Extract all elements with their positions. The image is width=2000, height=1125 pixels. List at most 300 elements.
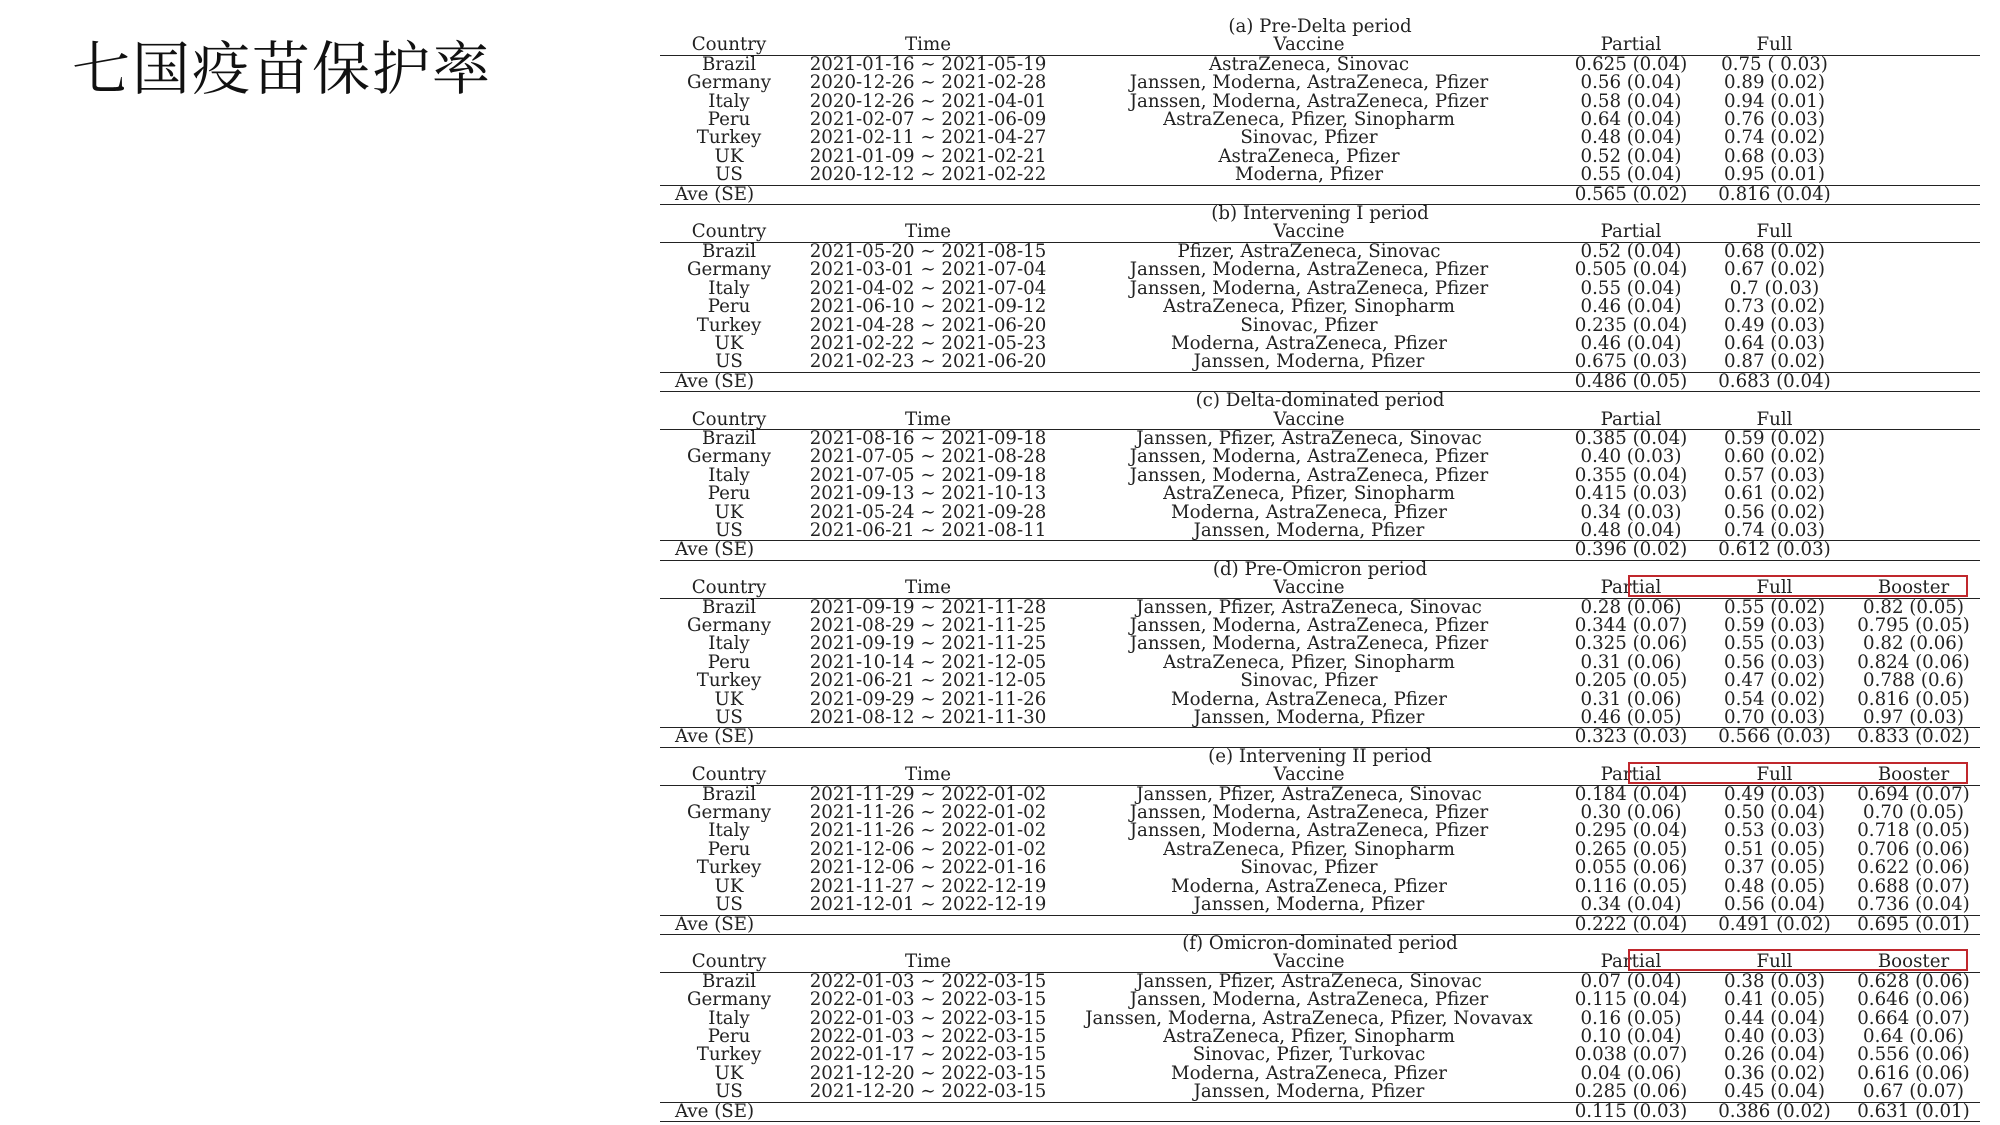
cell-partial: 0.40 (0.03): [1580, 448, 1682, 467]
cell-time: 2021-09-19 ∼ 2021-11-28: [809, 598, 1047, 617]
table-row: [660, 617, 1980, 635]
column-header-partial: Partial: [1600, 953, 1662, 972]
cell-partial: 0.10 (0.04): [1580, 1027, 1682, 1047]
cell-partial: 0.344 (0.07): [1574, 617, 1688, 636]
cell-partial: 0.55 (0.04): [1580, 279, 1682, 299]
cell-time: 2021-02-11 ∼ 2021-04-27: [809, 129, 1047, 148]
ave-label: Ave (SE): [675, 185, 755, 205]
cell-country: UK: [714, 334, 744, 354]
column-header-row: [660, 223, 1980, 242]
cell-time: 2021-02-22 ∼ 2021-05-23: [809, 334, 1047, 354]
vaccine-effectiveness-table: [660, 18, 1980, 1122]
ave-partial: 0.396 (0.02): [1574, 541, 1688, 560]
section-title: (b) Intervening I period: [1211, 203, 1429, 225]
cell-time: 2022-01-03 ∼ 2022-03-15: [809, 1009, 1047, 1028]
cell-full: 0.55 (0.02): [1724, 598, 1825, 617]
cell-vaccine: Janssen, Moderna, Pfizer: [1193, 521, 1425, 541]
cell-full: 0.36 (0.02): [1724, 1064, 1825, 1084]
ave-partial: 0.565 (0.02): [1574, 185, 1688, 205]
cell-partial: 0.055 (0.06): [1574, 859, 1688, 878]
column-header-full: Full: [1756, 36, 1793, 55]
section-title: (a) Pre-Delta period: [1228, 16, 1412, 37]
cell-booster: 0.616 (0.06): [1857, 1064, 1970, 1084]
cell-time: 2021-09-13 ∼ 2021-10-13: [809, 485, 1047, 504]
cell-partial: 0.16 (0.05): [1580, 1009, 1682, 1028]
cell-vaccine: Moderna, Pfizer: [1234, 166, 1384, 185]
cell-time: 2021-03-01 ∼ 2021-07-04: [809, 261, 1047, 280]
cell-country: UK: [714, 503, 744, 522]
cell-booster: 0.556 (0.06): [1857, 1046, 1970, 1065]
cell-partial: 0.31 (0.06): [1580, 690, 1682, 710]
cell-vaccine: Moderna, AstraZeneca, Pfizer: [1171, 877, 1447, 897]
table-row: [660, 1046, 1980, 1064]
cell-country: UK: [714, 147, 744, 167]
column-header-vaccine: Vaccine: [1273, 953, 1345, 972]
cell-country: US: [715, 521, 743, 541]
column-header-row: [660, 411, 1980, 430]
cell-partial: 0.04 (0.06): [1580, 1064, 1682, 1084]
cell-full: 0.95 (0.01): [1724, 166, 1825, 185]
cell-vaccine: Janssen, Moderna, Pfizer: [1193, 353, 1425, 372]
column-header-country: Country: [691, 766, 767, 785]
cell-country: US: [715, 709, 743, 728]
cell-vaccine: Janssen, Moderna, Pfizer: [1193, 1083, 1425, 1102]
cell-country: Brazil: [701, 598, 757, 617]
cell-full: 0.47 (0.02): [1724, 672, 1825, 691]
table-row: [660, 654, 1980, 672]
cell-partial: 0.325 (0.06): [1574, 635, 1688, 654]
ave-label: Ave (SE): [675, 728, 755, 747]
cell-country: Italy: [708, 822, 750, 841]
cell-vaccine: Sinovac, Pfizer: [1240, 859, 1378, 878]
cell-booster: 0.622 (0.06): [1857, 859, 1970, 878]
cell-country: Turkey: [696, 672, 762, 691]
cell-time: 2021-12-06 ∼ 2022-01-16: [809, 859, 1047, 878]
period-section: [660, 392, 1980, 561]
table-row: [660, 56, 1980, 74]
cell-time: 2021-06-21 ∼ 2021-08-11: [809, 521, 1047, 541]
cell-vaccine: Sinovac, Pfizer, Turkovac: [1192, 1046, 1426, 1065]
table-row: [660, 1083, 1980, 1101]
column-header-vaccine: Vaccine: [1273, 410, 1345, 429]
cell-time: 2021-02-07 ∼ 2021-06-09: [809, 111, 1047, 130]
table-row: [660, 635, 1980, 653]
cell-full: 0.57 (0.03): [1724, 466, 1825, 486]
cell-vaccine: AstraZeneca, Pfizer, Sinopharm: [1163, 485, 1455, 504]
cell-country: US: [715, 353, 743, 372]
cell-country: Peru: [707, 1027, 751, 1047]
cell-full: 0.74 (0.02): [1724, 129, 1825, 148]
cell-full: 0.49 (0.03): [1724, 316, 1825, 335]
cell-vaccine: Janssen, Pfizer, AstraZeneca, Sinovac: [1136, 429, 1482, 449]
cell-booster: 0.97 (0.03): [1863, 709, 1964, 728]
cell-partial: 0.07 (0.04): [1580, 972, 1682, 992]
column-header-full: Full: [1756, 223, 1793, 242]
column-header-full: Full: [1756, 579, 1793, 598]
cell-country: UK: [714, 690, 744, 710]
cell-partial: 0.34 (0.04): [1580, 896, 1682, 915]
table-row: [660, 298, 1980, 316]
cell-country: Brazil: [701, 55, 757, 75]
cell-time: 2022-01-17 ∼ 2022-03-15: [809, 1046, 1047, 1065]
cell-partial: 0.505 (0.04): [1574, 261, 1688, 280]
column-header-partial: Partial: [1600, 410, 1662, 429]
column-header-country: Country: [691, 953, 767, 972]
table-row: [660, 467, 1980, 485]
cell-time: 2021-09-29 ∼ 2021-11-26: [809, 690, 1047, 710]
cell-time: 2021-06-10 ∼ 2021-09-12: [809, 298, 1047, 317]
cell-partial: 0.115 (0.04): [1574, 991, 1688, 1010]
cell-partial: 0.56 (0.04): [1580, 74, 1682, 93]
ave-full: 0.386 (0.02): [1718, 1102, 1831, 1121]
cell-vaccine: Janssen, Moderna, Pfizer: [1193, 709, 1425, 728]
cell-partial: 0.64 (0.04): [1580, 111, 1682, 130]
cell-vaccine: Janssen, Pfizer, AstraZeneca, Sinovac: [1136, 972, 1482, 992]
column-header-time: Time: [905, 766, 951, 785]
cell-country: Germany: [686, 261, 772, 280]
cell-country: Turkey: [696, 859, 762, 878]
ave-label: Ave (SE): [675, 1102, 755, 1121]
cell-time: 2022-01-03 ∼ 2022-03-15: [809, 991, 1047, 1010]
cell-time: 2021-07-05 ∼ 2021-09-18: [809, 466, 1047, 486]
period-section: [660, 558, 1980, 748]
cell-partial: 0.625 (0.04): [1574, 55, 1688, 75]
ave-label: Ave (SE): [675, 372, 755, 392]
cell-country: Italy: [708, 92, 750, 112]
table-row: [660, 896, 1980, 914]
cell-vaccine: Janssen, Moderna, AstraZeneca, Pfizer: [1129, 92, 1489, 112]
cell-partial: 0.48 (0.04): [1580, 129, 1682, 148]
cell-full: 0.59 (0.02): [1724, 429, 1825, 449]
column-header-row: [660, 36, 1980, 55]
period-section: [660, 932, 1980, 1122]
table-row: [660, 261, 1980, 279]
cell-country: Germany: [686, 991, 772, 1010]
ave-booster: 0.833 (0.02): [1857, 728, 1970, 747]
cell-time: 2021-07-05 ∼ 2021-08-28: [809, 448, 1047, 467]
cell-full: 0.38 (0.03): [1724, 972, 1825, 992]
table-row: [660, 822, 1980, 840]
column-header-time: Time: [905, 36, 951, 55]
cell-country: Peru: [707, 653, 751, 673]
cell-booster: 0.816 (0.05): [1857, 690, 1970, 710]
cell-vaccine: AstraZeneca, Pfizer, Sinopharm: [1163, 298, 1455, 317]
cell-country: Italy: [708, 1009, 750, 1028]
cell-vaccine: Janssen, Moderna, AstraZeneca, Pfizer: [1129, 617, 1489, 636]
cell-partial: 0.46 (0.04): [1580, 334, 1682, 354]
cell-full: 0.55 (0.03): [1724, 635, 1825, 654]
column-header-time: Time: [905, 579, 951, 598]
ave-partial: 0.486 (0.05): [1574, 372, 1688, 392]
cell-country: Turkey: [696, 1046, 762, 1065]
table-row: [660, 973, 1980, 991]
cell-full: 0.40 (0.03): [1724, 1027, 1825, 1047]
cell-booster: 0.788 (0.6): [1863, 672, 1964, 691]
cell-booster: 0.64 (0.06): [1863, 1027, 1964, 1047]
table-row: [660, 786, 1980, 804]
cell-time: 2022-01-03 ∼ 2022-03-15: [809, 1027, 1047, 1047]
cell-full: 0.50 (0.04): [1724, 804, 1825, 823]
column-header-vaccine: Vaccine: [1273, 579, 1345, 598]
cell-full: 0.51 (0.05): [1724, 840, 1825, 860]
table-row: [660, 485, 1980, 503]
cell-full: 0.45 (0.04): [1724, 1083, 1825, 1102]
cell-country: Germany: [686, 448, 772, 467]
period-section: [660, 18, 1980, 205]
cell-time: 2021-06-21 ∼ 2021-12-05: [809, 672, 1047, 691]
cell-country: Turkey: [696, 129, 762, 148]
cell-full: 0.64 (0.03): [1724, 334, 1825, 354]
ave-partial: 0.115 (0.03): [1574, 1102, 1688, 1121]
ave-partial: 0.323 (0.03): [1574, 728, 1688, 747]
table-row: [660, 709, 1980, 727]
cell-country: Italy: [708, 635, 750, 654]
cell-vaccine: Sinovac, Pfizer: [1240, 129, 1378, 148]
cell-country: Brazil: [701, 972, 757, 992]
cell-time: 2021-12-20 ∼ 2022-03-15: [809, 1083, 1047, 1102]
cell-time: 2021-01-16 ∼ 2021-05-19: [809, 55, 1047, 75]
cell-vaccine: AstraZeneca, Pfizer, Sinopharm: [1163, 840, 1455, 860]
table-row: [660, 353, 1980, 371]
cell-vaccine: Janssen, Moderna, AstraZeneca, Pfizer: [1129, 448, 1489, 467]
ave-full: 0.491 (0.02): [1718, 915, 1831, 934]
cell-full: 0.73 (0.02): [1724, 298, 1825, 317]
cell-partial: 0.52 (0.04): [1580, 242, 1682, 262]
cell-time: 2020-12-12 ∼ 2021-02-22: [809, 166, 1047, 185]
cell-country: Brazil: [701, 785, 757, 805]
column-header-booster: Booster: [1877, 579, 1950, 598]
column-header-row: [660, 953, 1980, 972]
table-row: [660, 691, 1980, 709]
section-title: (c) Delta-dominated period: [1195, 390, 1445, 412]
cell-full: 0.44 (0.04): [1724, 1009, 1825, 1028]
column-header-vaccine: Vaccine: [1273, 223, 1345, 242]
column-header-country: Country: [691, 36, 767, 55]
average-row: [660, 185, 1980, 205]
cell-booster: 0.795 (0.05): [1857, 617, 1970, 636]
cell-country: Brazil: [701, 242, 757, 262]
cell-booster: 0.82 (0.06): [1863, 635, 1964, 654]
column-header-row: [660, 579, 1980, 598]
cell-time: 2021-10-14 ∼ 2021-12-05: [809, 653, 1047, 673]
cell-booster: 0.646 (0.06): [1857, 991, 1970, 1010]
cell-partial: 0.46 (0.04): [1580, 298, 1682, 317]
cell-country: Peru: [707, 111, 751, 130]
cell-partial: 0.28 (0.06): [1580, 598, 1682, 617]
table-row: [660, 111, 1980, 129]
cell-full: 0.54 (0.02): [1724, 690, 1825, 710]
cell-vaccine: Sinovac, Pfizer: [1240, 316, 1378, 335]
cell-vaccine: AstraZeneca, Pfizer: [1218, 147, 1400, 167]
period-section: [660, 745, 1980, 935]
cell-partial: 0.415 (0.03): [1574, 485, 1688, 504]
column-header-time: Time: [905, 223, 951, 242]
column-header-partial: Partial: [1600, 223, 1662, 242]
table-row: [660, 93, 1980, 111]
cell-vaccine: Janssen, Moderna, AstraZeneca, Pfizer: [1129, 635, 1489, 654]
cell-country: Brazil: [701, 429, 757, 449]
cell-vaccine: Janssen, Moderna, AstraZeneca, Pfizer: [1129, 991, 1489, 1010]
average-row: [660, 915, 1980, 935]
cell-country: Peru: [707, 840, 751, 860]
column-header-booster: Booster: [1877, 766, 1950, 785]
cell-partial: 0.265 (0.05): [1574, 840, 1688, 860]
cell-country: US: [715, 166, 743, 185]
cell-vaccine: Janssen, Moderna, AstraZeneca, Pfizer: [1129, 279, 1489, 299]
table-row: [660, 280, 1980, 298]
column-header-partial: Partial: [1600, 579, 1662, 598]
ave-partial: 0.222 (0.04): [1574, 915, 1688, 934]
cell-country: Germany: [686, 74, 772, 93]
table-row: [660, 859, 1980, 877]
cell-full: 0.89 (0.02): [1724, 74, 1825, 93]
average-row: [660, 1102, 1980, 1122]
section-title: (e) Intervening II period: [1208, 745, 1432, 767]
cell-partial: 0.31 (0.06): [1580, 653, 1682, 673]
cell-booster: 0.694 (0.07): [1857, 785, 1970, 805]
cell-country: Peru: [707, 485, 751, 504]
cell-time: 2021-05-20 ∼ 2021-08-15: [809, 242, 1047, 262]
cell-booster: 0.706 (0.06): [1857, 840, 1970, 860]
cell-booster: 0.628 (0.06): [1857, 972, 1970, 992]
cell-vaccine: AstraZeneca, Sinovac: [1208, 55, 1410, 75]
cell-time: 2021-04-28 ∼ 2021-06-20: [809, 316, 1047, 335]
ave-full: 0.566 (0.03): [1718, 728, 1831, 747]
cell-full: 0.56 (0.02): [1724, 503, 1825, 522]
column-header-country: Country: [691, 410, 767, 429]
column-header-partial: Partial: [1600, 36, 1662, 55]
cell-partial: 0.205 (0.05): [1574, 672, 1688, 691]
cell-country: Germany: [686, 617, 772, 636]
cell-country: UK: [714, 1064, 744, 1084]
cell-full: 0.48 (0.05): [1724, 877, 1825, 897]
cell-full: 0.59 (0.03): [1724, 617, 1825, 636]
cell-full: 0.56 (0.04): [1724, 896, 1825, 915]
ave-label: Ave (SE): [675, 915, 755, 934]
cell-full: 0.41 (0.05): [1724, 991, 1825, 1010]
cell-vaccine: Janssen, Moderna, AstraZeneca, Pfizer: [1129, 261, 1489, 280]
cell-vaccine: AstraZeneca, Pfizer, Sinopharm: [1163, 1027, 1455, 1047]
cell-full: 0.49 (0.03): [1724, 785, 1825, 805]
cell-vaccine: Janssen, Moderna, AstraZeneca, Pfizer: [1129, 466, 1489, 486]
cell-full: 0.56 (0.03): [1724, 653, 1825, 673]
cell-time: 2021-08-16 ∼ 2021-09-18: [809, 429, 1047, 449]
cell-full: 0.94 (0.01): [1724, 92, 1825, 112]
slide-title: 七国疫苗保护率: [72, 35, 493, 103]
table-row: [660, 1028, 1980, 1046]
ave-full: 0.683 (0.04): [1718, 372, 1831, 392]
cell-time: 2021-01-09 ∼ 2021-02-21: [809, 147, 1047, 167]
cell-time: 2021-11-27 ∼ 2022-12-19: [809, 877, 1047, 897]
section-title: (f) Omicron-dominated period: [1182, 932, 1458, 954]
cell-partial: 0.038 (0.07): [1574, 1046, 1688, 1065]
cell-time: 2020-12-26 ∼ 2021-02-28: [809, 74, 1047, 93]
cell-vaccine: Janssen, Moderna, AstraZeneca, Pfizer: [1129, 804, 1489, 823]
cell-time: 2021-08-12 ∼ 2021-11-30: [809, 709, 1047, 728]
cell-time: 2021-05-24 ∼ 2021-09-28: [809, 503, 1047, 522]
cell-country: Peru: [707, 298, 751, 317]
cell-partial: 0.55 (0.04): [1580, 166, 1682, 185]
cell-full: 0.60 (0.02): [1724, 448, 1825, 467]
cell-partial: 0.116 (0.05): [1574, 877, 1688, 897]
cell-vaccine: Moderna, AstraZeneca, Pfizer: [1171, 334, 1447, 354]
cell-country: US: [715, 896, 743, 915]
cell-partial: 0.285 (0.06): [1574, 1083, 1688, 1102]
table-row: [660, 129, 1980, 147]
cell-full: 0.53 (0.03): [1724, 822, 1825, 841]
cell-partial: 0.34 (0.03): [1580, 503, 1682, 522]
cell-vaccine: Janssen, Moderna, AstraZeneca, Pfizer: [1129, 822, 1489, 841]
table-row: [660, 878, 1980, 896]
cell-country: Turkey: [696, 316, 762, 335]
cell-partial: 0.48 (0.04): [1580, 521, 1682, 541]
cell-time: 2021-04-02 ∼ 2021-07-04: [809, 279, 1047, 299]
cell-booster: 0.82 (0.05): [1863, 598, 1964, 617]
section-title: (d) Pre-Omicron period: [1212, 558, 1428, 580]
cell-vaccine: Sinovac, Pfizer: [1240, 672, 1378, 691]
table-row: [660, 317, 1980, 335]
column-header-time: Time: [905, 410, 951, 429]
table-row: [660, 804, 1980, 822]
column-header-full: Full: [1756, 410, 1793, 429]
table-row: [660, 504, 1980, 522]
cell-full: 0.70 (0.03): [1724, 709, 1825, 728]
cell-time: 2021-09-19 ∼ 2021-11-25: [809, 635, 1047, 654]
column-header-country: Country: [691, 579, 767, 598]
cell-partial: 0.184 (0.04): [1574, 785, 1688, 805]
cell-full: 0.74 (0.03): [1724, 521, 1825, 541]
table-row: [660, 1010, 1980, 1028]
cell-vaccine: Moderna, AstraZeneca, Pfizer: [1171, 1064, 1447, 1084]
cell-full: 0.76 (0.03): [1724, 111, 1825, 130]
cell-partial: 0.30 (0.06): [1580, 804, 1682, 823]
table-row: [660, 991, 1980, 1009]
cell-booster: 0.824 (0.06): [1857, 653, 1970, 673]
cell-time: 2021-11-26 ∼ 2022-01-02: [809, 804, 1047, 823]
cell-time: 2022-01-03 ∼ 2022-03-15: [809, 972, 1047, 992]
column-header-vaccine: Vaccine: [1273, 766, 1345, 785]
cell-full: 0.67 (0.02): [1724, 261, 1825, 280]
cell-full: 0.87 (0.02): [1724, 353, 1825, 372]
column-header-full: Full: [1756, 953, 1793, 972]
average-row: [660, 540, 1980, 560]
cell-partial: 0.385 (0.04): [1574, 429, 1688, 449]
table-row: [660, 448, 1980, 466]
table-row: [660, 74, 1980, 92]
cell-time: 2021-02-23 ∼ 2021-06-20: [809, 353, 1047, 372]
cell-time: 2021-12-06 ∼ 2022-01-02: [809, 840, 1047, 860]
cell-vaccine: AstraZeneca, Pfizer, Sinopharm: [1163, 653, 1455, 673]
cell-vaccine: Janssen, Pfizer, AstraZeneca, Sinovac: [1136, 598, 1482, 617]
cell-vaccine: Janssen, Moderna, Pfizer: [1193, 896, 1425, 915]
cell-country: UK: [714, 877, 744, 897]
cell-country: Italy: [708, 466, 750, 486]
cell-time: 2021-08-29 ∼ 2021-11-25: [809, 617, 1047, 636]
cell-booster: 0.718 (0.05): [1857, 822, 1970, 841]
cell-full: 0.26 (0.04): [1724, 1046, 1825, 1065]
cell-vaccine: Janssen, Moderna, AstraZeneca, Pfizer, Novavax: [1085, 1009, 1533, 1028]
cell-full: 0.37 (0.05): [1724, 859, 1825, 878]
cell-vaccine: Moderna, AstraZeneca, Pfizer: [1171, 690, 1447, 710]
cell-vaccine: Moderna, AstraZeneca, Pfizer: [1171, 503, 1447, 522]
cell-partial: 0.675 (0.03): [1574, 353, 1688, 372]
ave-booster: 0.695 (0.01): [1857, 915, 1970, 934]
period-section: [660, 205, 1980, 392]
table-row: [660, 599, 1980, 617]
cell-partial: 0.295 (0.04): [1574, 822, 1688, 841]
table-row: [660, 243, 1980, 261]
cell-time: 2020-12-26 ∼ 2021-04-01: [809, 92, 1047, 112]
